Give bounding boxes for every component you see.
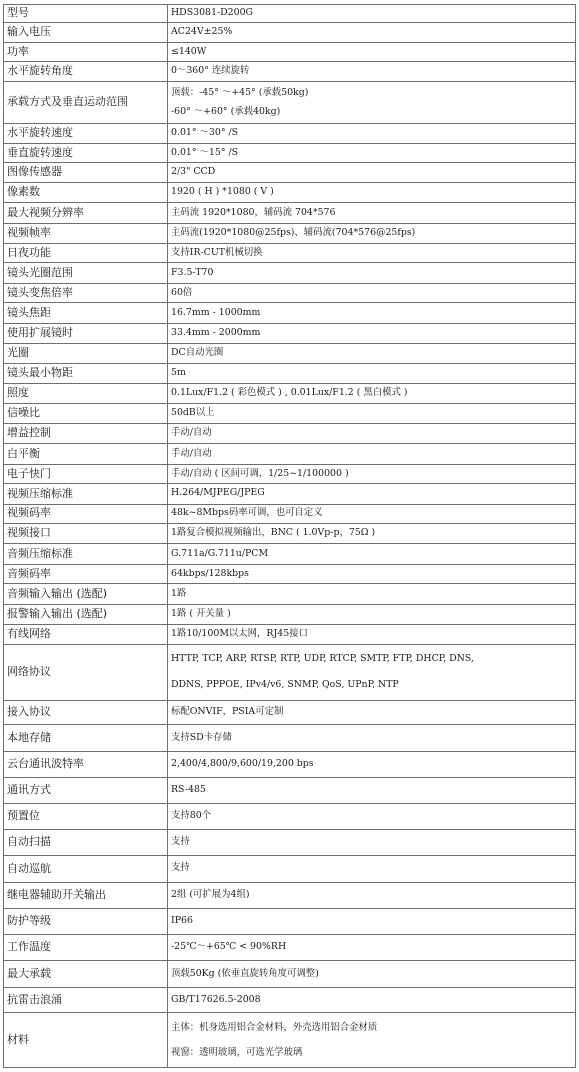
spec-label: 视频压缩标准 bbox=[4, 484, 168, 504]
spec-label: 音频码率 bbox=[4, 564, 168, 583]
spec-label: 镜头变焦倍率 bbox=[4, 283, 168, 302]
spec-value bbox=[168, 23, 576, 42]
spec-value bbox=[168, 504, 576, 523]
spec-value-line: 支持SD卡存储 bbox=[171, 731, 232, 743]
spec-value bbox=[168, 987, 576, 1013]
table-row bbox=[4, 303, 576, 323]
table-row bbox=[4, 283, 576, 302]
spec-label: 最大视频分辨率 bbox=[4, 203, 168, 223]
spec-value-line: 0.01° ～30° /S bbox=[171, 126, 239, 138]
spec-label: 电子快门 bbox=[4, 464, 168, 483]
spec-value-line: ≤140W bbox=[171, 45, 207, 57]
spec-label: 最大承载 bbox=[4, 961, 168, 988]
spec-value bbox=[168, 961, 576, 988]
spec-label: 继电器辅助开关输出 bbox=[4, 882, 168, 909]
spec-label: 垂直旋转速度 bbox=[4, 143, 168, 162]
spec-value-line: DC自动光圈 bbox=[171, 347, 224, 358]
table-row bbox=[4, 882, 576, 909]
table-row bbox=[4, 778, 576, 804]
table-row bbox=[4, 700, 576, 725]
spec-value bbox=[168, 882, 576, 909]
spec-value-line: RS-485 bbox=[171, 784, 206, 796]
spec-value-line: 16.7mm - 1000mm bbox=[171, 306, 261, 318]
spec-value-line: HDS3081-D200G bbox=[171, 7, 254, 19]
table-row bbox=[4, 123, 576, 143]
spec-label: 镜头光圈范围 bbox=[4, 263, 168, 283]
table-row bbox=[4, 62, 576, 81]
spec-value-line: 64kbps/128kbps bbox=[171, 567, 249, 579]
spec-value-line: 50dB以上 bbox=[171, 407, 215, 419]
table-row bbox=[4, 423, 576, 443]
spec-label: 视频帧率 bbox=[4, 223, 168, 243]
spec-label: 像素数 bbox=[4, 182, 168, 202]
spec-value bbox=[168, 751, 576, 778]
spec-label: 防护等级 bbox=[4, 909, 168, 935]
spec-value bbox=[168, 584, 576, 604]
spec-label: 功率 bbox=[4, 42, 168, 61]
spec-value bbox=[168, 143, 576, 162]
spec-label: 视频码率 bbox=[4, 504, 168, 523]
spec-value-line: IP66 bbox=[171, 915, 193, 927]
spec-label: 图像传感器 bbox=[4, 163, 168, 182]
table-row bbox=[4, 909, 576, 935]
spec-value-line: 0.01° ～15° /S bbox=[171, 146, 239, 158]
spec-value-line: 1路 ( 开关量 ) bbox=[171, 608, 231, 620]
spec-value bbox=[168, 484, 576, 504]
spec-value-line: 1920 ( H ) *1080 ( V ) bbox=[171, 186, 274, 198]
spec-value-line: 1路复合模拟视频输出，BNC ( 1.0Vp-p，75Ω ) bbox=[171, 527, 376, 539]
spec-value-line: 顶载：-45° ～+45° (承载50kg) bbox=[171, 87, 309, 99]
spec-label: 预置位 bbox=[4, 803, 168, 829]
spec-value bbox=[168, 303, 576, 323]
table-row bbox=[4, 829, 576, 856]
spec-value bbox=[168, 464, 576, 483]
spec-label: 视频接口 bbox=[4, 524, 168, 544]
spec-label: 材料 bbox=[4, 1013, 168, 1068]
table-row bbox=[4, 444, 576, 464]
table-row bbox=[4, 203, 576, 223]
spec-value bbox=[168, 42, 576, 61]
spec-value-line: 顶载50Kg (依垂直旋转角度可调整) bbox=[171, 967, 319, 979]
table-row bbox=[4, 5, 576, 23]
spec-label: 输入电压 bbox=[4, 23, 168, 42]
spec-value-line: 手动/自动 bbox=[171, 427, 212, 439]
spec-value-line: 2/3" CCD bbox=[171, 166, 216, 178]
table-row bbox=[4, 644, 576, 700]
spec-value bbox=[168, 123, 576, 143]
spec-label: 型号 bbox=[4, 5, 168, 23]
spec-value bbox=[168, 323, 576, 343]
spec-label: 有线网络 bbox=[4, 625, 168, 644]
spec-value bbox=[168, 203, 576, 223]
spec-value-line: 33.4mm - 2000mm bbox=[171, 327, 261, 339]
table-row bbox=[4, 182, 576, 202]
spec-value bbox=[168, 62, 576, 81]
table-row bbox=[4, 584, 576, 604]
table-row bbox=[4, 1013, 576, 1068]
spec-value bbox=[168, 856, 576, 883]
spec-value bbox=[168, 564, 576, 583]
spec-value bbox=[168, 363, 576, 383]
spec-value-line: 主码流(1920*1080@25fps)、辅码流(704*576@25fps) bbox=[171, 226, 416, 238]
spec-value bbox=[168, 544, 576, 564]
table-row bbox=[4, 544, 576, 564]
table-row bbox=[4, 404, 576, 423]
spec-value bbox=[168, 5, 576, 23]
spec-value bbox=[168, 644, 576, 700]
spec-label: 自动巡航 bbox=[4, 856, 168, 883]
spec-value bbox=[168, 803, 576, 829]
spec-label: 工作温度 bbox=[4, 934, 168, 961]
spec-value bbox=[168, 829, 576, 856]
spec-value-line: 标配ONVIF，PSIA可定制 bbox=[171, 706, 284, 718]
spec-label: 接入协议 bbox=[4, 700, 168, 725]
spec-value-line: 2组 (可扩展为4组) bbox=[171, 889, 250, 901]
spec-label: 音频压缩标准 bbox=[4, 544, 168, 564]
spec-value-line: 视窗：透明玻璃，可选光学玻璃 bbox=[171, 1047, 303, 1059]
spec-value bbox=[168, 182, 576, 202]
table-row bbox=[4, 263, 576, 283]
table-row bbox=[4, 987, 576, 1013]
spec-value bbox=[168, 625, 576, 644]
spec-value bbox=[168, 725, 576, 752]
spec-value-line: 48k~8Mbps码率可调，也可自定义 bbox=[171, 507, 323, 519]
spec-value-line: 0.1Lux/F1.2 ( 彩色模式 ) , 0.01Lux/F1.2 ( 黑白模式 ) bbox=[171, 387, 408, 399]
spec-value-line: 主码流 1920*1080，辅码流 704*576 bbox=[171, 206, 336, 218]
spec-value-line: 60倍 bbox=[171, 286, 193, 298]
spec-value bbox=[168, 778, 576, 804]
spec-label: 承载方式及垂直运动范围 bbox=[4, 81, 168, 123]
spec-value-line: H.264/MJPEG/JPEG bbox=[171, 487, 265, 499]
spec-value bbox=[168, 263, 576, 283]
spec-label: 镜头最小物距 bbox=[4, 363, 168, 383]
spec-label: 网络协议 bbox=[4, 644, 168, 700]
spec-value-line: 支持 bbox=[171, 835, 190, 847]
spec-value-line: 2,400/4,800/9,600/19,200 bps bbox=[171, 758, 314, 770]
spec-value bbox=[168, 909, 576, 935]
spec-table-body bbox=[4, 5, 576, 1068]
spec-value-line: 支持IR-CUT机械切换 bbox=[171, 246, 263, 258]
spec-value bbox=[168, 524, 576, 544]
spec-label: 镜头焦距 bbox=[4, 303, 168, 323]
table-row bbox=[4, 856, 576, 883]
spec-value bbox=[168, 934, 576, 961]
spec-value-line: 手动/自动 bbox=[171, 447, 212, 459]
spec-table bbox=[3, 4, 576, 1068]
spec-label: 水平旋转角度 bbox=[4, 62, 168, 81]
table-row bbox=[4, 363, 576, 383]
table-row bbox=[4, 604, 576, 624]
spec-value bbox=[168, 700, 576, 725]
spec-label: 本地存储 bbox=[4, 725, 168, 752]
spec-value bbox=[168, 404, 576, 423]
spec-value-line: 1路10/100M以太网，RJ45接口 bbox=[171, 627, 308, 639]
spec-label: 水平旋转速度 bbox=[4, 123, 168, 143]
spec-value-line: 支持80个 bbox=[171, 809, 212, 821]
spec-value bbox=[168, 223, 576, 243]
table-row bbox=[4, 244, 576, 263]
spec-value-line: AC24V±25% bbox=[171, 26, 233, 38]
table-row bbox=[4, 143, 576, 162]
table-row bbox=[4, 524, 576, 544]
table-row bbox=[4, 961, 576, 988]
spec-value bbox=[168, 384, 576, 404]
spec-label: 日夜功能 bbox=[4, 244, 168, 263]
table-row bbox=[4, 751, 576, 778]
table-row bbox=[4, 484, 576, 504]
table-row bbox=[4, 934, 576, 961]
spec-label: 使用扩展镜时 bbox=[4, 323, 168, 343]
spec-value-line: 5m bbox=[171, 366, 186, 378]
spec-label: 音频输入输出 (选配) bbox=[4, 584, 168, 604]
spec-value bbox=[168, 423, 576, 443]
spec-value-line: G.711a/G.711u/PCM bbox=[171, 547, 269, 559]
spec-value-line: 0～360° 连续旋转 bbox=[171, 65, 250, 76]
spec-value bbox=[168, 604, 576, 624]
spec-label: 照度 bbox=[4, 384, 168, 404]
spec-label: 抗雷击浪涌 bbox=[4, 987, 168, 1013]
spec-value-line: 1路 bbox=[171, 587, 187, 599]
spec-value bbox=[168, 81, 576, 123]
spec-label: 白平衡 bbox=[4, 444, 168, 464]
spec-value-line: F3.5-T70 bbox=[171, 266, 214, 278]
table-row bbox=[4, 625, 576, 644]
table-row bbox=[4, 323, 576, 343]
spec-value bbox=[168, 1013, 576, 1068]
spec-value-line: -60° ～+60° (承载40kg) bbox=[171, 106, 281, 118]
table-row bbox=[4, 464, 576, 483]
spec-label: 云台通讯波特率 bbox=[4, 751, 168, 778]
spec-label: 报警输入输出 (选配) bbox=[4, 604, 168, 624]
table-row bbox=[4, 803, 576, 829]
table-row bbox=[4, 344, 576, 363]
spec-label: 光圈 bbox=[4, 344, 168, 363]
table-row bbox=[4, 23, 576, 42]
spec-value-line: 支持 bbox=[171, 862, 190, 874]
spec-label: 信噪比 bbox=[4, 404, 168, 423]
spec-label: 增益控制 bbox=[4, 423, 168, 443]
table-row bbox=[4, 384, 576, 404]
spec-label: 自动扫描 bbox=[4, 829, 168, 856]
spec-value-line: HTTP, TCP, ARP, RTSP, RTP, UDP, RTCP, SMTP, FTP, DHCP, DNS, bbox=[171, 653, 474, 665]
spec-value bbox=[168, 283, 576, 302]
spec-value bbox=[168, 244, 576, 263]
spec-value-line: 主体：机身选用铝合金材料，外壳选用铝合金材质 bbox=[171, 1022, 378, 1034]
spec-value-line: 手动/自动 ( 区间可调，1/25~1/100000 ) bbox=[171, 467, 349, 479]
spec-label: 通讯方式 bbox=[4, 778, 168, 804]
table-row bbox=[4, 163, 576, 182]
spec-value bbox=[168, 344, 576, 363]
table-row bbox=[4, 725, 576, 752]
spec-value-line: GB/T17626.5-2008 bbox=[171, 993, 261, 1005]
table-row bbox=[4, 223, 576, 243]
table-row bbox=[4, 42, 576, 61]
spec-value bbox=[168, 444, 576, 464]
table-row bbox=[4, 81, 576, 123]
spec-value-line: DDNS, PPPOE, IPv4/v6, SNMP, QoS, UPnP, NTP bbox=[171, 679, 399, 691]
table-row bbox=[4, 504, 576, 523]
spec-value-line: -25℃～+65℃ < 90%RH bbox=[171, 941, 287, 953]
spec-value bbox=[168, 163, 576, 182]
table-row bbox=[4, 564, 576, 583]
